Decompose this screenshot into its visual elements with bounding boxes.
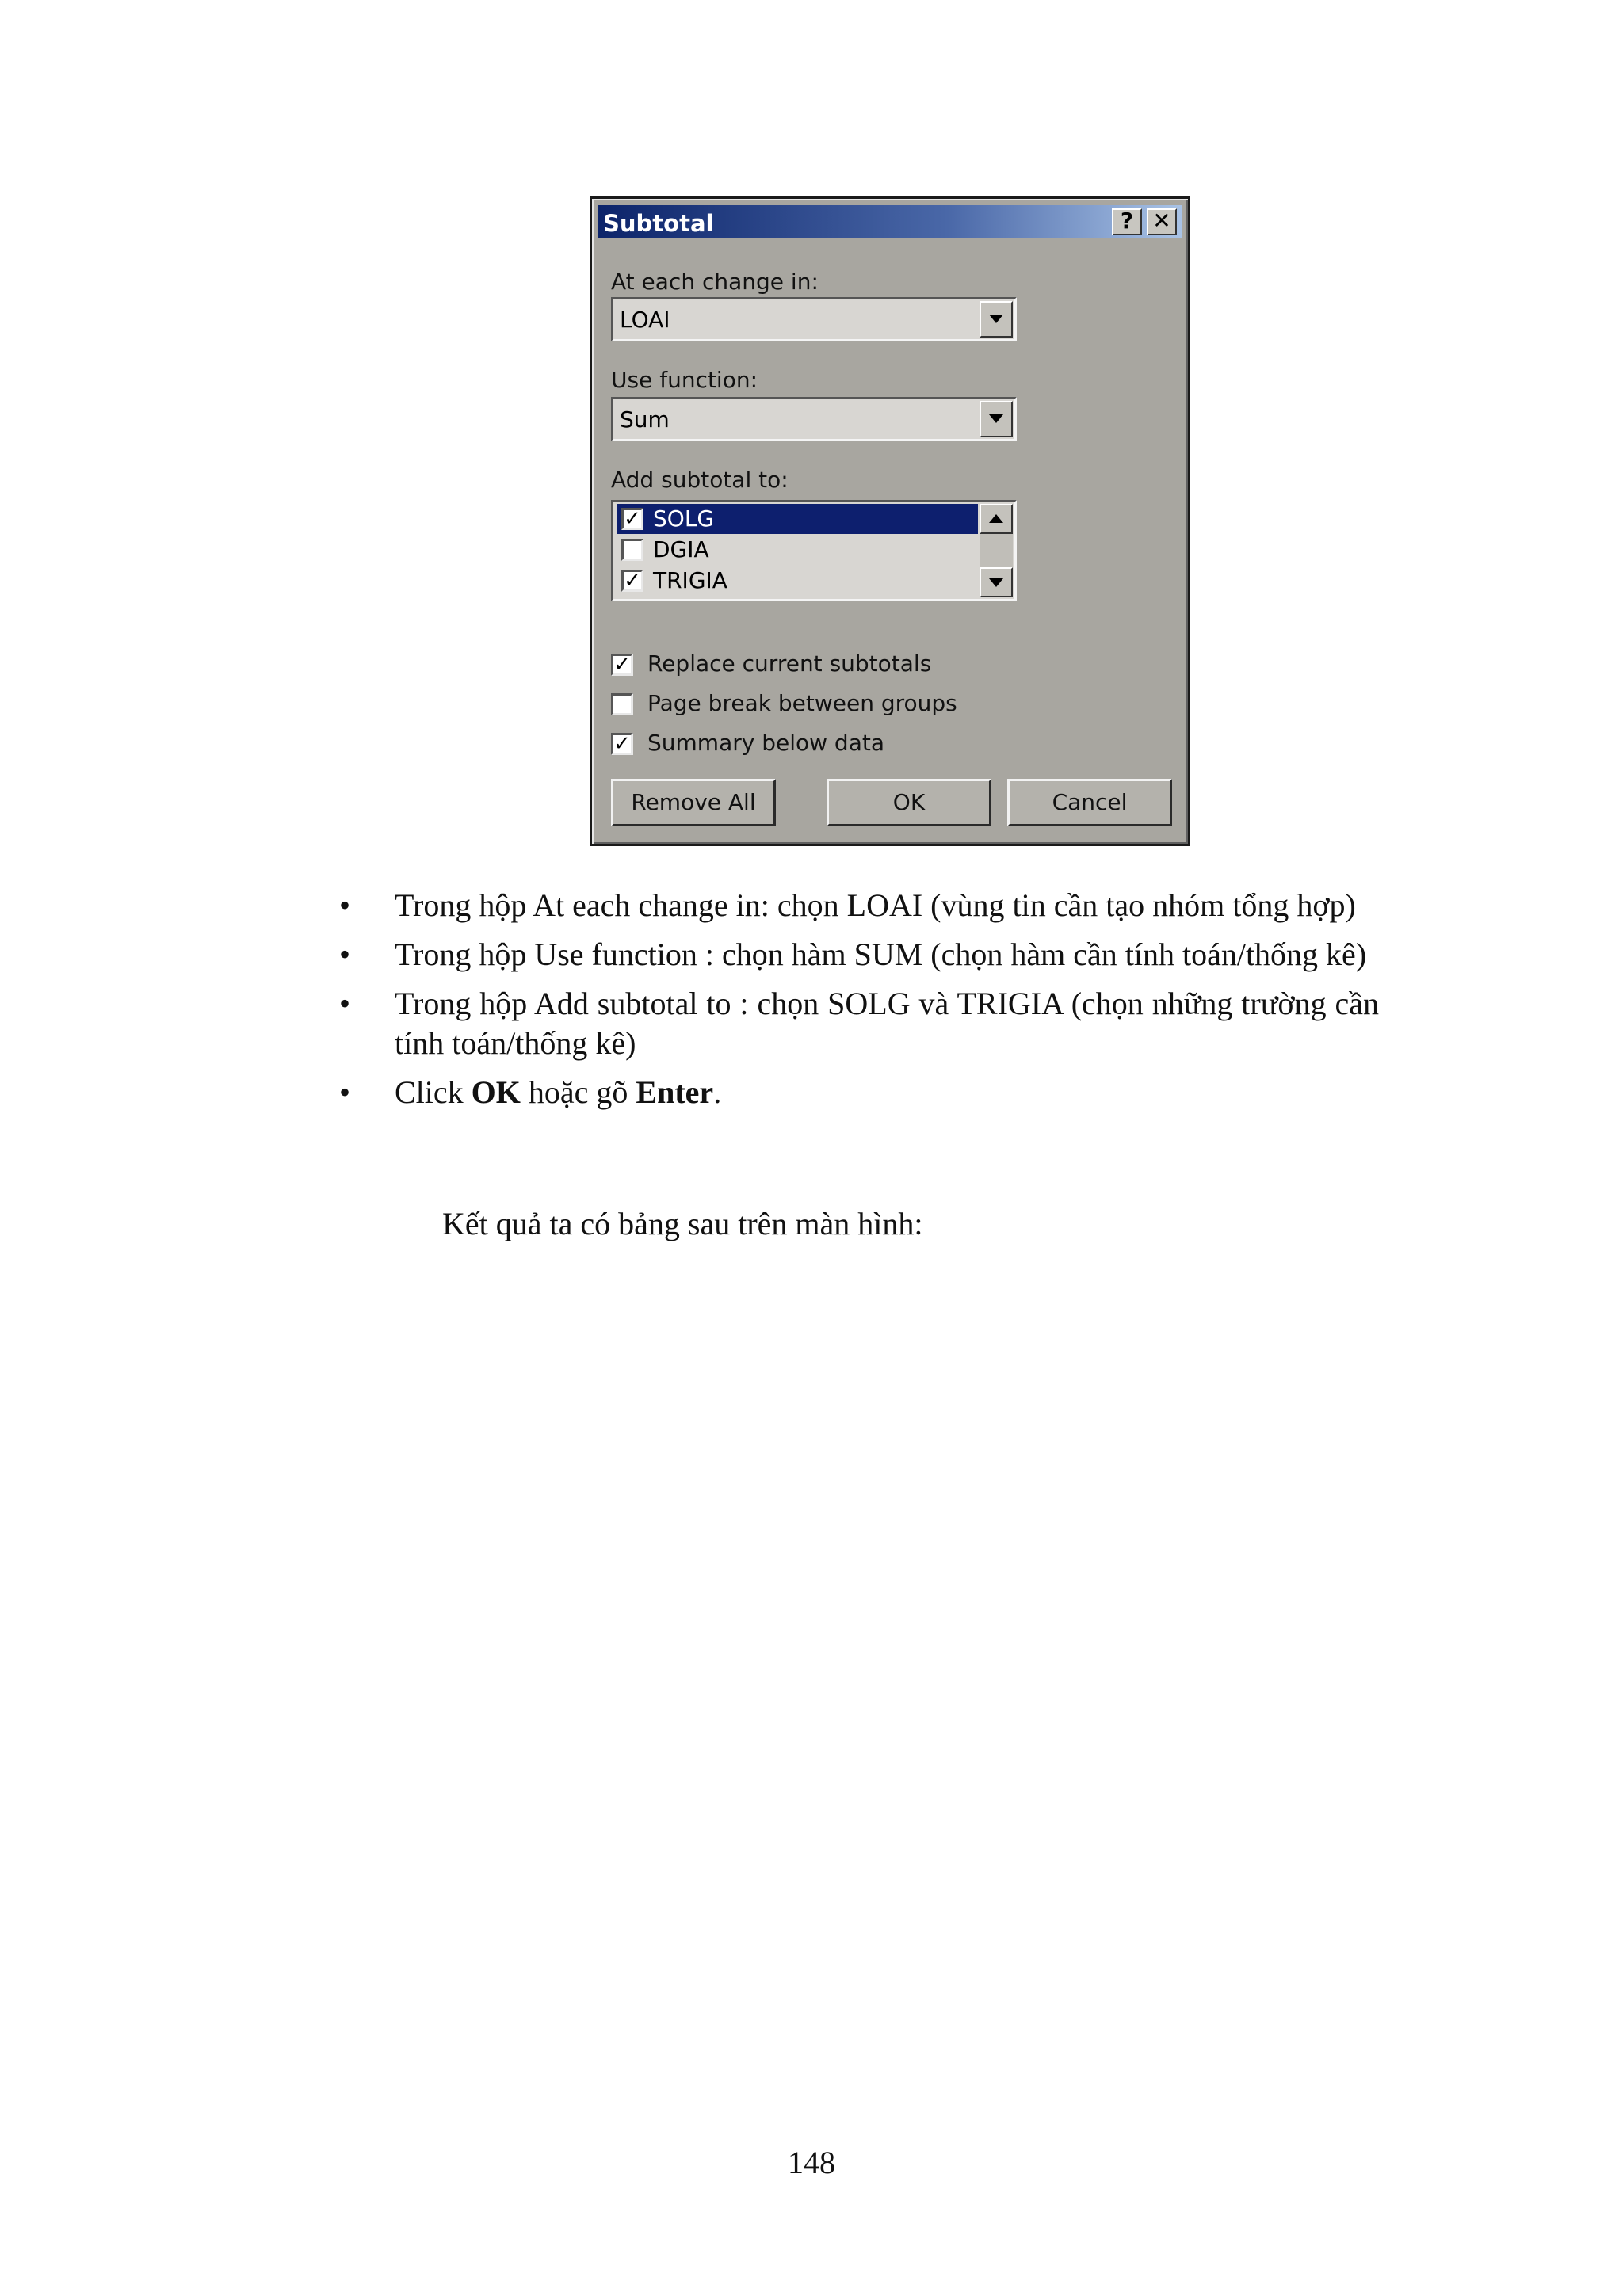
chevron-down-icon[interactable] (980, 401, 1013, 437)
at-each-change-select[interactable] (611, 297, 1017, 341)
option-checkbox[interactable] (611, 693, 633, 715)
bullet-text-post: . (713, 1074, 722, 1110)
close-button[interactable]: ✕ (1147, 208, 1177, 235)
field-label: SOLG (653, 505, 715, 532)
option-label: Replace current subtotals (647, 650, 932, 677)
bullet-icon: • (339, 986, 351, 1021)
add-subtotal-list[interactable] (611, 500, 1017, 601)
field-checkbox[interactable] (621, 539, 643, 561)
option-summary-below[interactable] (611, 730, 1007, 758)
field-label: TRIGIA (653, 567, 727, 593)
remove-all-button[interactable]: Remove All (611, 779, 776, 826)
list-item (339, 984, 1379, 1063)
use-function-label: Use function: (611, 367, 758, 393)
list-item (339, 935, 1379, 974)
cancel-button[interactable]: Cancel (1007, 779, 1172, 826)
help-button[interactable]: ? (1112, 208, 1142, 235)
at-each-change-value: LOAI (620, 307, 670, 333)
bullet-icon: • (339, 887, 351, 923)
field-checkbox[interactable]: ✓ (621, 570, 643, 592)
bullet-icon: • (339, 936, 351, 972)
bullet-text: Trong hộp At each change in: chọn LOAI (vùng tin cần tạo nhóm tổng hợp) (395, 887, 1356, 923)
bullet-text: Trong hộp Use function : chọn hàm SUM (chọn hàm cần tính toán/thống kê) (395, 936, 1367, 972)
use-function-value: Sum (620, 406, 670, 433)
list-item[interactable] (617, 566, 978, 596)
chevron-down-icon[interactable] (980, 301, 1013, 338)
option-checkbox[interactable]: ✓ (611, 733, 633, 755)
bullet-bold-enter: Enter (636, 1074, 714, 1110)
option-label: Summary below data (647, 730, 884, 756)
list-item (339, 886, 1379, 925)
at-each-change-label: At each change in: (611, 269, 819, 295)
option-page-break[interactable] (611, 690, 1007, 719)
scroll-down-icon[interactable] (980, 567, 1013, 597)
field-label: DGIA (653, 536, 709, 563)
bullet-icon: • (339, 1074, 351, 1110)
list-item[interactable] (617, 504, 978, 534)
option-checkbox[interactable]: ✓ (611, 654, 633, 676)
instruction-list (339, 886, 1379, 1122)
dialog-title: Subtotal (603, 210, 714, 237)
result-line: Kết quả ta có bảng sau trên màn hình: (442, 1206, 923, 1241)
scroll-up-icon[interactable] (980, 504, 1013, 534)
bullet-text: Trong hộp Add subtotal to : chọn SOLG và TRIGIA (chọn những trường cần tính toán/thống kê) (395, 986, 1379, 1061)
field-checkbox[interactable]: ✓ (621, 508, 643, 530)
list-item[interactable] (617, 535, 978, 565)
use-function-select[interactable] (611, 397, 1017, 441)
list-item (339, 1073, 1379, 1112)
option-label: Page break between groups (647, 690, 957, 716)
dialog-titlebar (598, 205, 1182, 238)
list-scrollbar[interactable] (980, 504, 1013, 597)
add-subtotal-label: Add subtotal to: (611, 467, 789, 493)
ok-button[interactable]: OK (827, 779, 991, 826)
bullet-text-pre: Click (395, 1074, 472, 1110)
subtotal-dialog (590, 196, 1190, 846)
bullet-text-mid: hoặc gõ (520, 1074, 636, 1110)
bullet-bold-ok: OK (471, 1074, 521, 1110)
option-replace-current[interactable] (611, 650, 1007, 679)
page-number: 148 (788, 2145, 835, 2180)
